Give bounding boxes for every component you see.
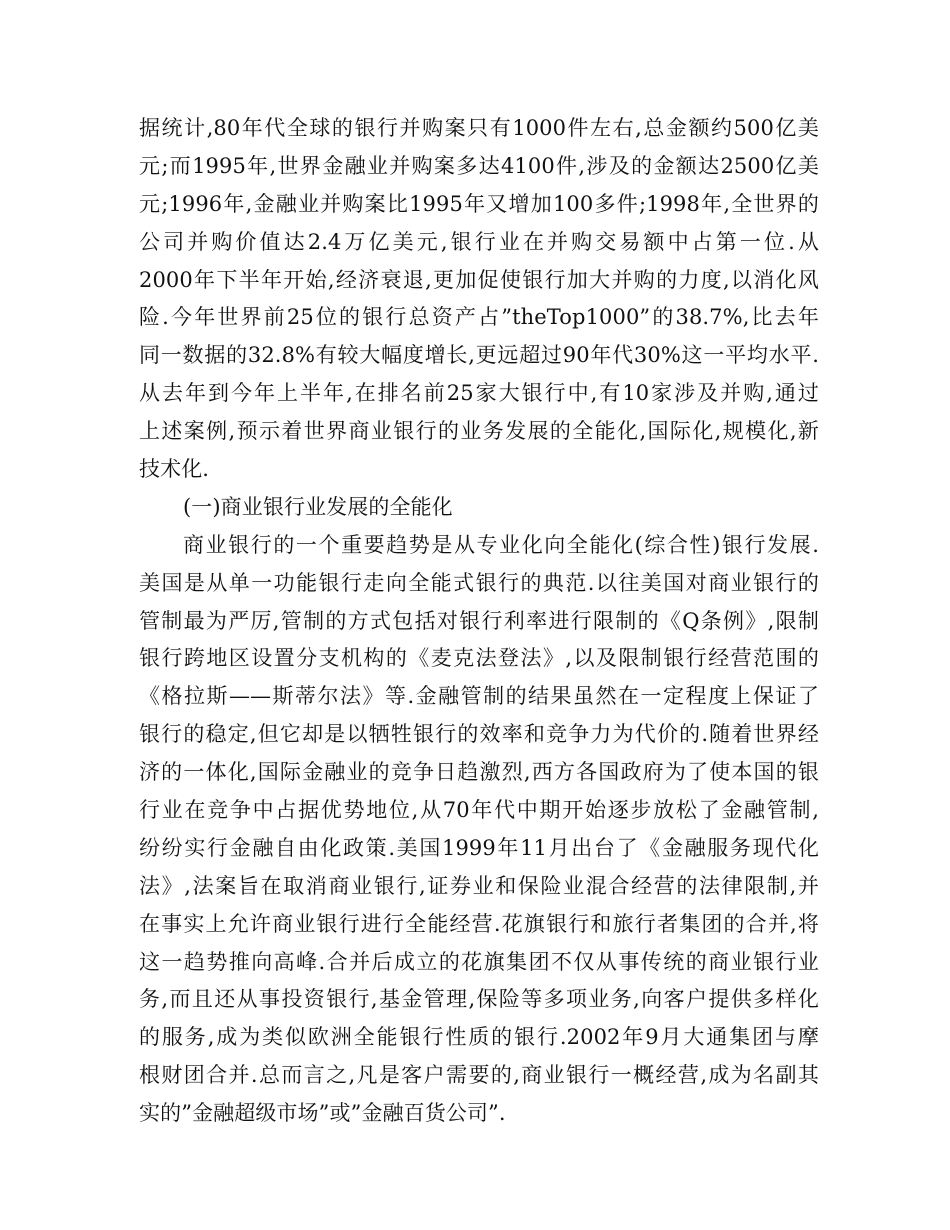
- paragraph-line: 在事实上允许商业银行进行全能经营.花旗银行和旅行者集团的合并,将: [139, 911, 819, 936]
- paragraph-line: 根财团合并.总而言之,凡是客户需要的,商业银行一概经营,成为名副其: [139, 1063, 819, 1088]
- paragraph-line: 技术化.: [139, 457, 210, 482]
- paragraph-line: 的服务,成为类似欧洲全能银行性质的银行.2002年9月大通集团与摩: [139, 1025, 819, 1050]
- paragraph-line: 同一数据的32.8%有较大幅度增长,更远超过90年代30%这一平均水平.: [139, 343, 819, 368]
- paragraph-line: 管制最为严厉,管制的方式包括对银行利率进行限制的《Q条例》,限制: [139, 608, 819, 633]
- paragraph-line: 银行的稳定,但它却是以牺牲银行的效率和竞争力为代价的.随着世界经: [139, 722, 819, 747]
- paragraph-line: 险.今年世界前25位的银行总资产占”theTop1000”的38.7%,比去年: [139, 305, 819, 330]
- paragraph-line: 美国是从单一功能银行走向全能式银行的典范.以往美国对商业银行的: [139, 570, 819, 595]
- section-heading: (一)商业银行业发展的全能化: [183, 494, 453, 519]
- paragraph-line: 法》,法案旨在取消商业银行,证券业和保险业混合经营的法律限制,并: [139, 873, 819, 898]
- paragraph-line: 据统计,80年代全球的银行并购案只有1000件左右,总金额约500亿美: [139, 116, 819, 140]
- paragraph-line: 从去年到今年上半年,在排名前25家大银行中,有10家涉及并购,通过: [139, 381, 819, 406]
- paragraph-line: 济的一体化,国际金融业的竞争日趋激烈,西方各国政府为了使本国的银: [139, 760, 819, 785]
- document-body: [139, 110, 819, 1133]
- paragraph-line: 2000年下半年开始,经济衰退,更加促使银行加大并购的力度,以消化风: [139, 267, 819, 292]
- paragraph-line: 行业在竞争中占据优势地位,从70年代中期开始逐步放松了金融管制,: [139, 798, 819, 823]
- paragraph-line: 纷纷实行金融自由化政策.美国1999年11月出台了《金融服务现代化: [139, 835, 819, 860]
- paragraph-line: 务,而且还从事投资银行,基金管理,保险等多项业务,向客户提供多样化: [139, 987, 819, 1012]
- paragraph-line: 上述案例,预示着世界商业银行的业务发展的全能化,国际化,规模化,新: [139, 419, 819, 444]
- paragraph-line: 商业银行的一个重要趋势是从专业化向全能化(综合性)银行发展.: [183, 532, 819, 557]
- paragraph-line: 公司并购价值达2.4万亿美元,银行业在并购交易额中占第一位.从: [139, 229, 819, 254]
- paragraph-line: 实的”金融超级市场”或”金融百货公司”.: [139, 1101, 506, 1126]
- paragraph-line: 银行跨地区设置分支机构的《麦克法登法》,以及限制银行经营范围的: [139, 646, 819, 671]
- paragraph-line: 元;而1995年,世界金融业并购案多达4100件,涉及的金额达2500亿美: [139, 153, 819, 178]
- paragraph-line: 《格拉斯——斯蒂尔法》等.金融管制的结果虽然在一定程度上保证了: [139, 684, 819, 709]
- paragraph-line: 这一趋势推向高峰.合并后成立的花旗集团不仅从事传统的商业银行业: [139, 949, 819, 974]
- paragraph-line: 元;1996年,金融业并购案比1995年又增加100多件;1998年,全世界的: [139, 191, 819, 216]
